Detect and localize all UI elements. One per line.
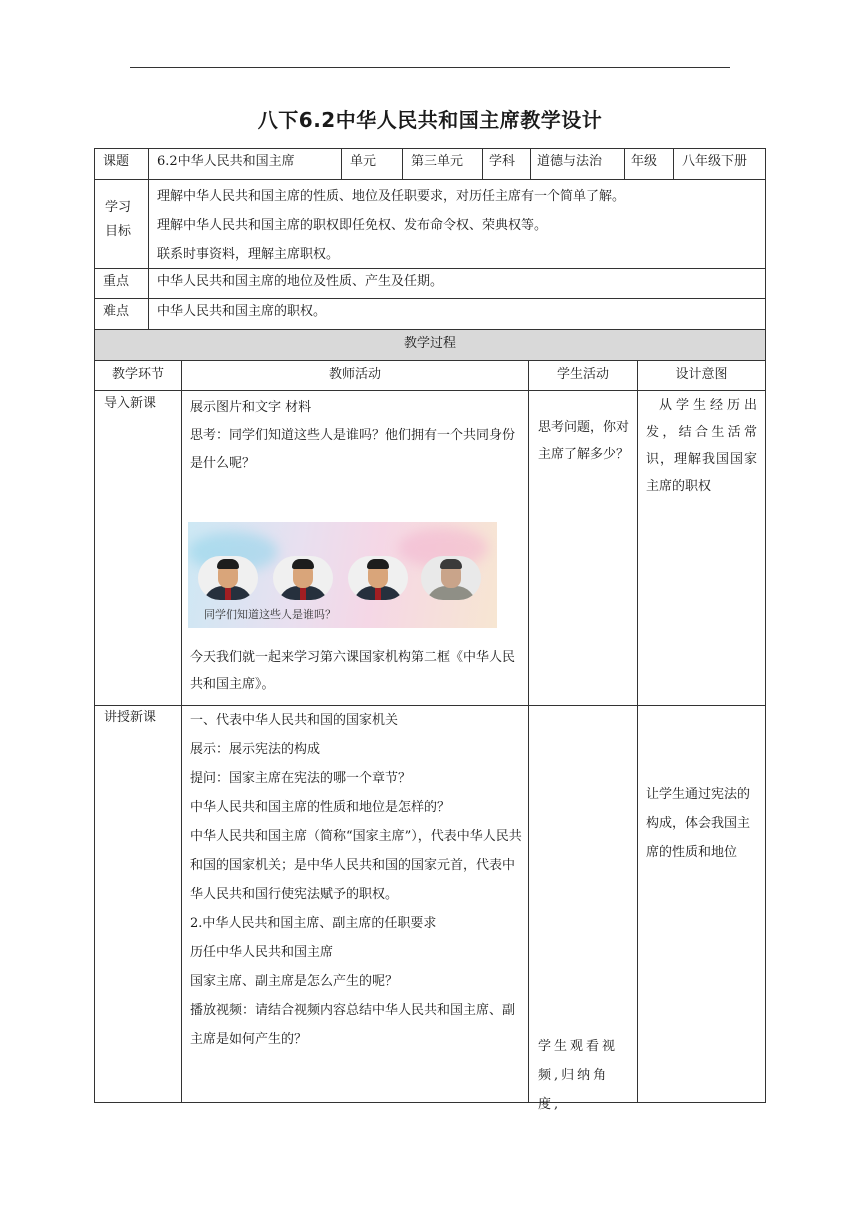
table-border-bottom: [94, 1102, 766, 1103]
column-header-stage: 教学环节: [111, 367, 164, 382]
objectives-label-line: 目标: [105, 224, 132, 239]
lecture-teacher-line: 历任中华人民共和国主席: [190, 945, 334, 960]
lecture-stage: 讲授新课: [104, 710, 157, 725]
subject-value: 道德与法治: [537, 154, 603, 169]
intro-teacher-activity: [182, 391, 528, 478]
unit-label: 单元: [350, 154, 377, 169]
intro-student-activity: 思考问题，你对主席了解多少？: [538, 420, 630, 462]
key-point-value: 中华人民共和国主席的地位及性质、产生及任期。: [157, 274, 444, 289]
grade-value: 八年级下册: [682, 154, 748, 169]
objectives-list: [149, 180, 765, 269]
portrait-2: [273, 556, 333, 600]
lecture-teacher-line: 中华人民共和国主席的性质和地位是怎样的？: [190, 800, 451, 815]
lecture-teacher-line: 一、代表中华人民共和国的国家机关: [190, 713, 399, 728]
table-rule: [528, 360, 529, 1102]
difficult-point-value: 中华人民共和国主席的职权。: [157, 304, 327, 319]
portrait-3: [348, 556, 408, 600]
intro-teacher-line: 展示图片和文字 材料: [190, 400, 312, 415]
portrait-1: [198, 556, 258, 600]
unit-value: 第三单元: [411, 154, 464, 169]
header-rule: [130, 67, 730, 68]
portrait-4: [421, 556, 481, 600]
document-title: 八下6.2中华人民共和国主席教学设计: [257, 108, 603, 132]
lecture-design-intent: 让学生通过宪法的构成，体会我国主席的性质和地位: [646, 787, 751, 860]
process-header: 教学过程: [95, 330, 765, 360]
lecture-teacher-line: 播放视频：请结合视频内容总结中华人民共和国主席、副主席是如何产生的？: [190, 1003, 516, 1047]
subject-label: 学科: [489, 154, 516, 169]
objectives-label-line: 学习: [105, 200, 132, 215]
lecture-student-activity: 学生观看视频,归纳角度,: [538, 1039, 619, 1112]
image-caption: 同学们知道这些人是谁吗？: [204, 608, 336, 621]
presidents-image: [188, 522, 497, 628]
lecture-teacher-activity: [182, 706, 528, 1054]
intro-design-intent: 从学生经历出发，结合生活常识，理解我国国家主席的职权: [646, 398, 757, 494]
course-label: 课题: [103, 154, 130, 169]
column-header-student: 学生活动: [556, 367, 609, 382]
difficult-point-label: 难点: [103, 304, 130, 319]
objectives-label: [95, 196, 148, 244]
lecture-teacher-line: 2.中华人民共和国主席、副主席的任职要求: [190, 916, 437, 931]
course-value: 6.2中华人民共和国主席: [157, 154, 295, 169]
objective-item: 理解中华人民共和国主席的性质、地位及任职要求，对历任主席有一个简单了解。: [157, 189, 626, 204]
intro-teacher-closing: 今天我们就一起来学习第六课国家机构第二框《中华人民共和国主席》。: [190, 650, 516, 692]
lecture-teacher-line: 中华人民共和国主席（简称“国家主席”），代表中华人民共和国的国家机关；是中华人民共和国的国家元首，代表中华人民共和国行使宪法赋予的职权。: [190, 829, 522, 902]
grade-label: 年级: [631, 154, 658, 169]
column-header-intent: 设计意图: [675, 367, 728, 382]
intro-stage: 导入新课: [104, 396, 157, 411]
column-header-teacher: 教师活动: [328, 367, 381, 382]
objective-item: 联系时事资料，理解主席职权。: [157, 247, 340, 262]
key-point-label: 重点: [103, 274, 130, 289]
table-border-right: [765, 148, 766, 1102]
lecture-teacher-line: 提问：国家主席在宪法的哪一个章节？: [190, 771, 412, 786]
lecture-teacher-line: 展示：展示宪法的构成: [190, 742, 321, 757]
objective-item: 理解中华人民共和国主席的职权即任免权、发布命令权、荣典权等。: [157, 218, 548, 233]
intro-teacher-line: 思考：同学们知道这些人是谁吗？他们拥有一个共同身份是什么呢？: [190, 428, 516, 471]
lecture-teacher-line: 国家主席、副主席是怎么产生的呢？: [190, 974, 399, 989]
